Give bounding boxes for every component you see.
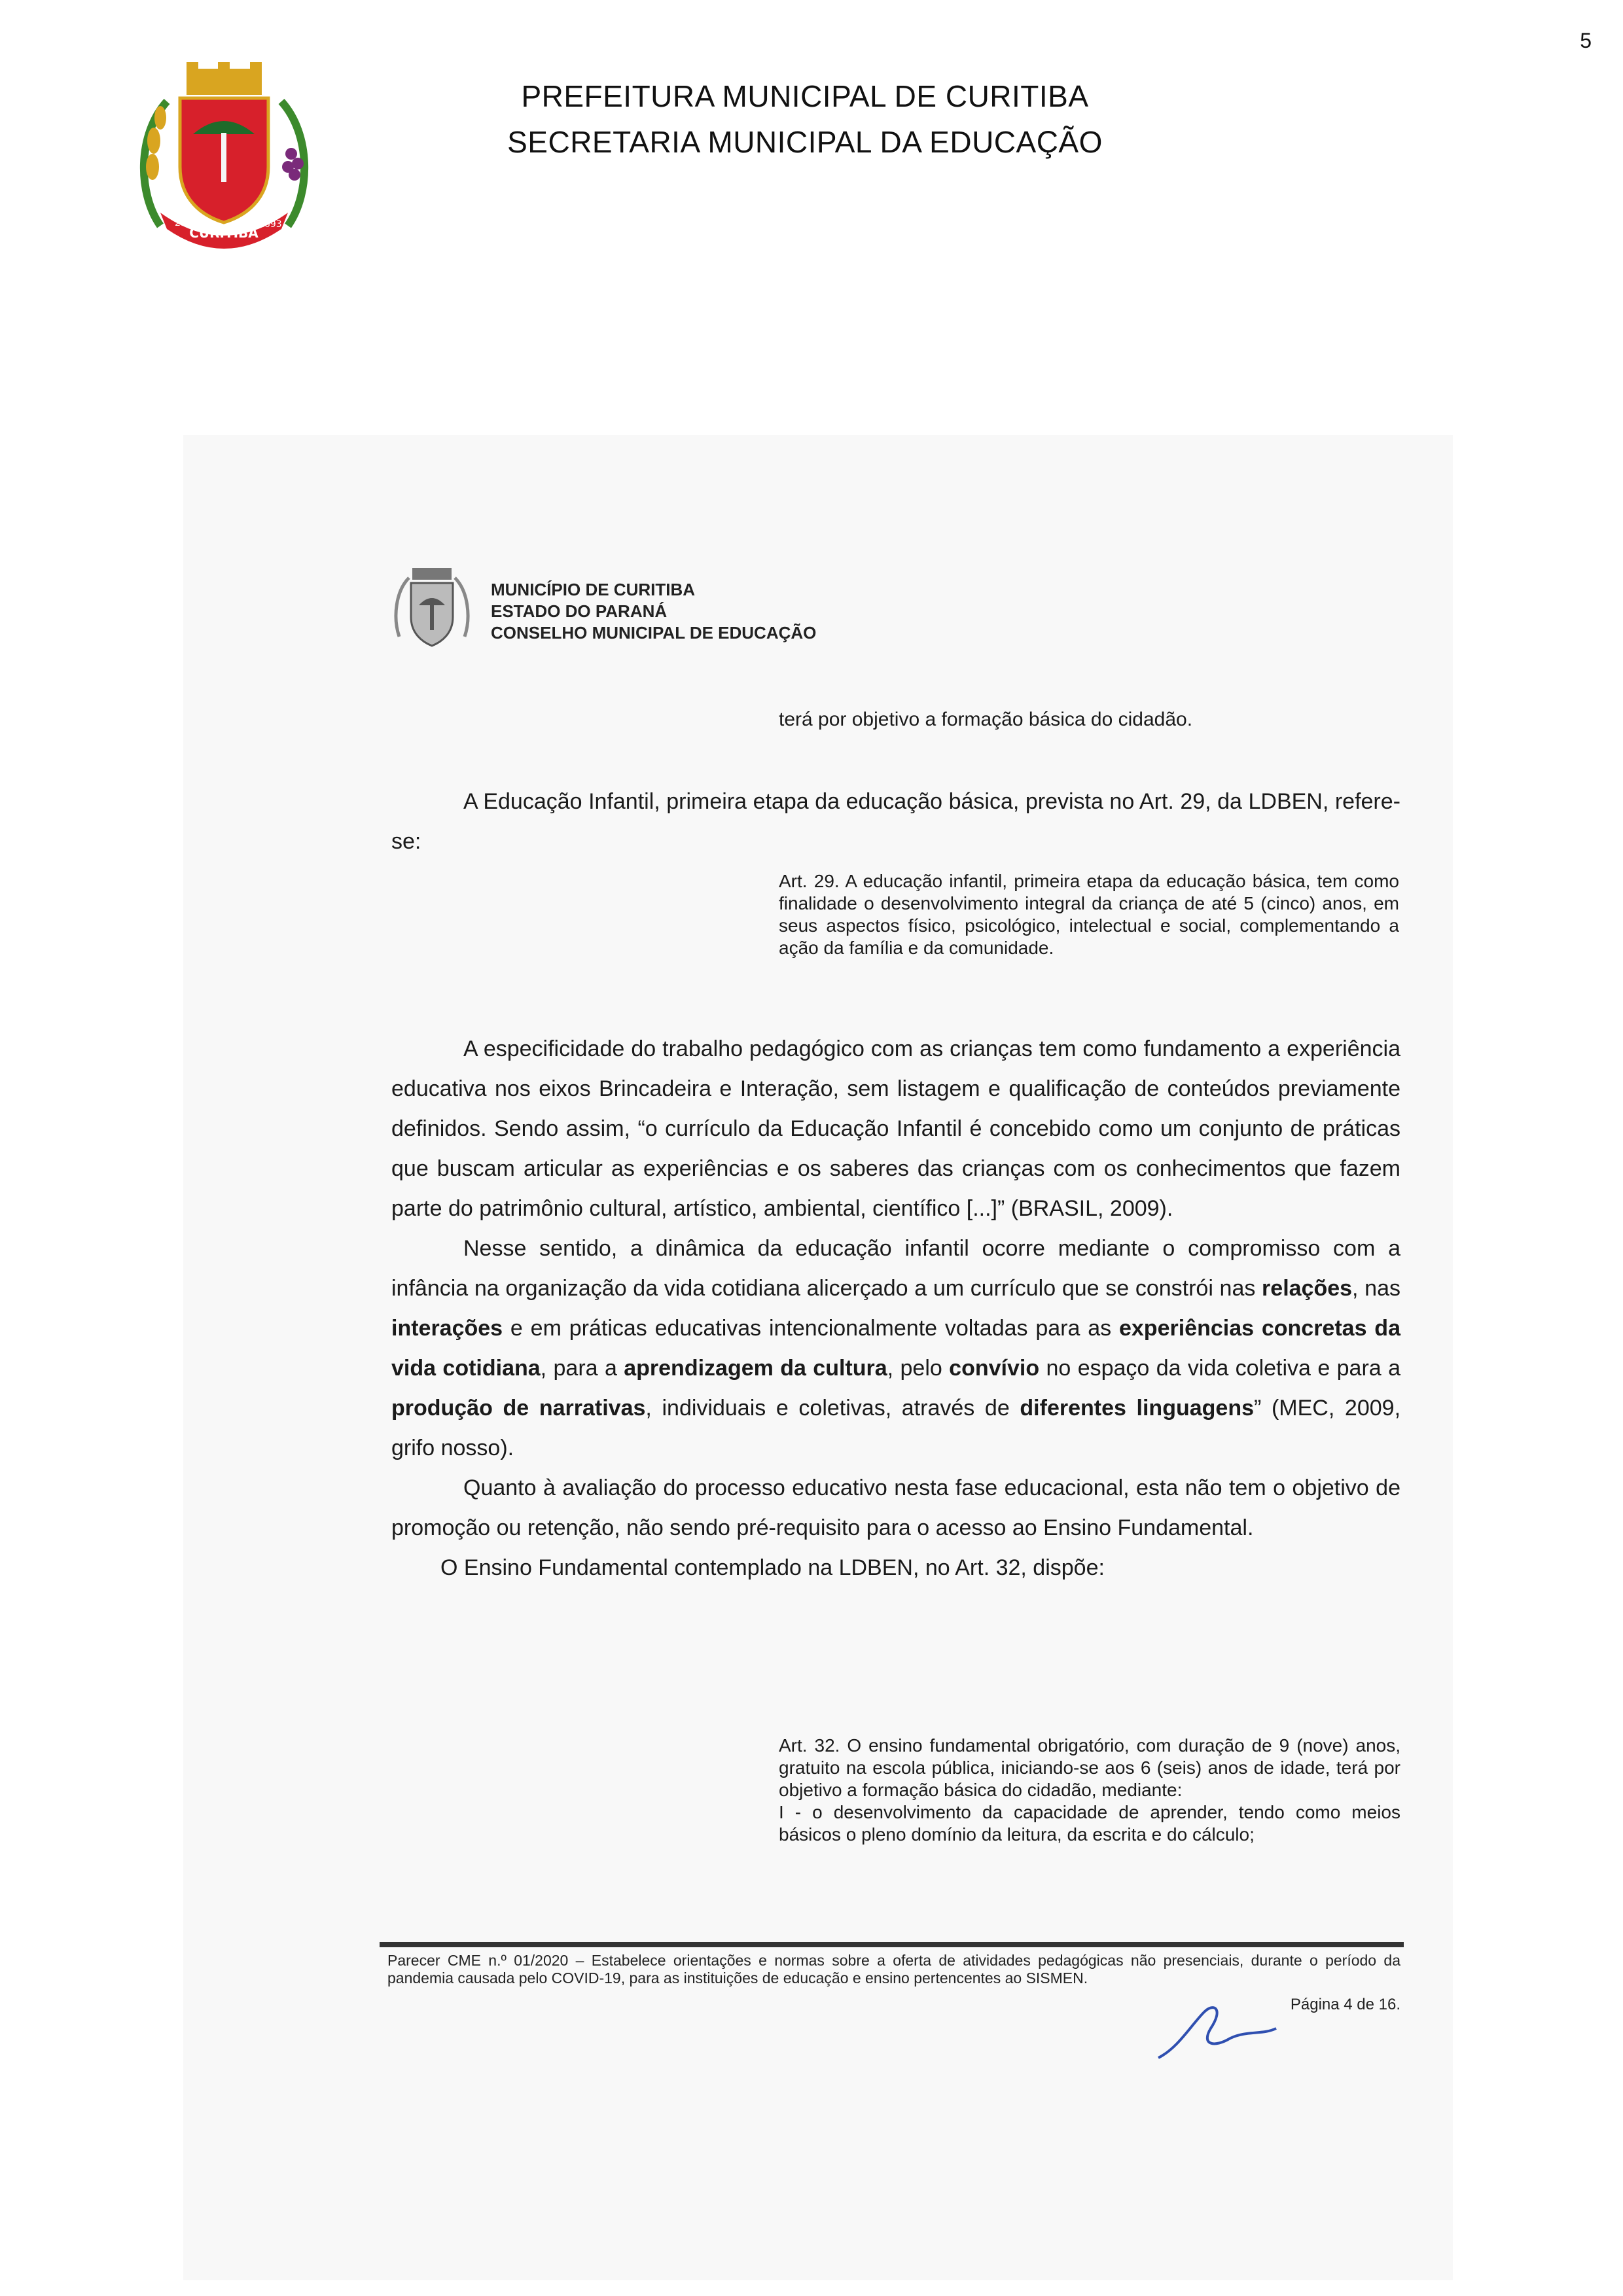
paragraph-4: Quanto à avaliação do processo educativo nesta fase educacional, esta não tem o objetivo de promoção ou retenção, não sendo pré-requisito para o acesso ao Ensino Fundamental. bbox=[391, 1475, 1400, 1540]
header-line-1: PREFEITURA MUNICIPAL DE CURITIBA bbox=[521, 79, 1089, 113]
crest-ribbon-left: 29 bbox=[175, 218, 187, 228]
main-text-block bbox=[391, 1029, 1400, 1588]
paragraph-1-block bbox=[391, 782, 1400, 862]
cme-header-line-3: CONSELHO MUNICIPAL DE EDUCAÇÃO bbox=[491, 623, 817, 643]
quote-art-32-intro: Art. 32. O ensino fundamental obrigatório, com duração de 9 (nove) anos, gratuito na escola pública, iniciando-se aos 6 (seis) anos de idade, terá por objetivo a formação básica do cidadão, mediante: bbox=[779, 1735, 1400, 1800]
footer-divider bbox=[380, 1942, 1404, 1947]
header-line-2: SECRETARIA MUNICIPAL DA EDUCAÇÃO bbox=[507, 125, 1103, 159]
continuation-line: terá por objetivo a formação básica do cidadão. bbox=[779, 709, 1193, 730]
footer-note: Parecer CME n.º 01/2020 – Estabelece orientações e normas sobre a oferta de atividades pedagógicas não presenciais, durante o período da pandemia causada pelo COVID-19, para as instituições de educação e ensino pertencentes ao SISMEN. bbox=[387, 1952, 1400, 1987]
crest-ribbon-right: 1693 bbox=[259, 219, 282, 230]
bold-relacoes: relações bbox=[1262, 1276, 1353, 1301]
bold-experiencias: experiências concretas da vida cotidiana bbox=[391, 1316, 1400, 1381]
page-number: 5 bbox=[1580, 29, 1592, 52]
scanned-document bbox=[183, 435, 1453, 2280]
quote-art-32-item-1: I - o desenvolvimento da capacidade de aprender, tendo como meios básicos o pleno domínio da leitura, da escrita e do cálculo; bbox=[779, 1802, 1400, 1845]
bold-aprendizagem: aprendizagem da cultura bbox=[624, 1356, 887, 1381]
paragraph-5: O Ensino Fundamental contemplado na LDBEN, no Art. 32, dispõe: bbox=[440, 1555, 1105, 1580]
bold-interacoes: interações bbox=[391, 1316, 503, 1341]
crest-ribbon-text: CURITIBA bbox=[189, 225, 259, 241]
bold-producao: produção de narrativas bbox=[391, 1396, 646, 1421]
paragraph-3: Nesse sentido, a dinâmica da educação infantil ocorre mediante o compromisso com a infância na organização da vida cotidiana alicerçado a um currículo que se constrói nas relações, nas interações e em práticas educativas intencionalmente voltadas para as experiências concretas da vida cotidiana, para a aprendizagem da cultura, pelo convívio no espaço da vida coletiva e para a produção de narrativas, individuais e coletivas, através de diferentes linguagens” (MEC, 2009, grifo nosso). bbox=[391, 1236, 1401, 1460]
bold-convivio: convívio bbox=[949, 1356, 1040, 1381]
quote-art-32 bbox=[779, 1735, 1400, 1846]
page-header bbox=[458, 73, 1152, 165]
curitiba-coat-of-arms bbox=[134, 62, 314, 252]
cme-header bbox=[491, 579, 816, 644]
quote-art-29: Art. 29. A educação infantil, primeira etapa da educação básica, tem como finalidade o desenvolvimento integral da criança de até 5 (cinco) anos, em seus aspectos físico, psicológico, intelectual e social, complementando a ação da família e da comunidade. bbox=[779, 871, 1399, 958]
bold-linguagens: diferentes linguagens bbox=[1020, 1396, 1255, 1421]
paragraph-1: A Educação Infantil, primeira etapa da educação básica, prevista no Art. 29, da LDBEN, refere-se: bbox=[391, 789, 1400, 854]
paragraph-2: A especificidade do trabalho pedagógico com as crianças tem como fundamento a experiência educativa nos eixos Brincadeira e Interação, sem listagem e qualificação de conteúdos previamente definidos. Sendo assim, “o currículo da Educação Infantil é concebido como um conjunto de práticas que buscam articular as experiências e os saberes das crianças com os conhecimentos que fazem parte do patrimônio cultural, artístico, ambiental, científico [...]” (BRASIL, 2009). bbox=[391, 1036, 1400, 1221]
cme-crest-icon bbox=[393, 565, 471, 650]
cme-header-line-1: MUNICÍPIO DE CURITIBA bbox=[491, 580, 695, 599]
footer-page-number: Página 4 de 16. bbox=[1290, 1996, 1400, 2013]
cme-header-line-2: ESTADO DO PARANÁ bbox=[491, 601, 668, 621]
signature bbox=[1152, 1999, 1283, 2064]
